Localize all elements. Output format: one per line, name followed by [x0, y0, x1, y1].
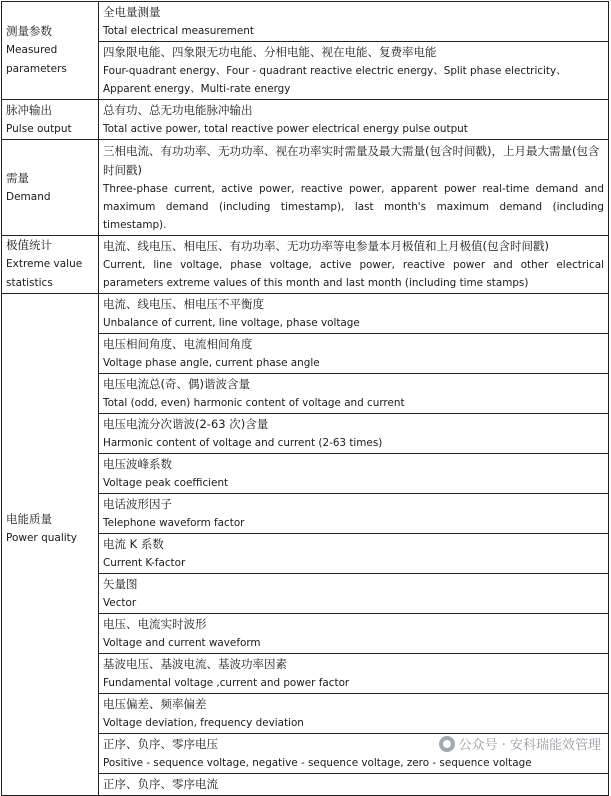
item-en: Positive - sequence voltage, negative - sequence voltage, zero - sequence voltage — [103, 757, 532, 769]
item-cell — [99, 2, 609, 42]
category-label-en: Measured parameters — [6, 44, 67, 75]
item-cn: 矢量图 — [103, 577, 138, 591]
item-en: Unbalance of current, line voltage, phase voltage — [103, 317, 360, 329]
item-en: Vector — [103, 597, 137, 609]
item-cell — [99, 334, 609, 374]
item-cn: 三相电流、有功功率、无功功率、视在功率实时需量及最大需量(包含时间戳)，上月最大需量(包含时间戳) — [103, 143, 600, 177]
item-cn: 电压电流总(奇、偶)谐波含量 — [103, 377, 250, 391]
category-label-cn: 极值统计 — [6, 238, 52, 252]
item-cell — [99, 534, 609, 574]
item-cn: 电压波峰系数 — [103, 457, 172, 471]
item-cell — [99, 694, 609, 734]
category-cell — [2, 100, 99, 140]
item-en: Voltage peak coefficient — [103, 477, 229, 489]
item-cell — [99, 494, 609, 534]
table-row — [2, 236, 609, 294]
item-cn: 总有功、总无功电能脉冲输出 — [103, 103, 253, 117]
category-label-en: Pulse output — [6, 122, 72, 135]
category-label-en: Power quality — [6, 532, 78, 544]
category-label-en: Demand — [6, 190, 51, 203]
table-row — [2, 100, 609, 140]
item-cell — [99, 654, 609, 694]
item-en: Voltage deviation, frequency deviation — [103, 717, 304, 729]
item-en: Total active power, total reactive power electrical energy pulse output — [103, 123, 468, 135]
item-cn: 全电量测量 — [103, 5, 161, 19]
item-en: Total (odd, even) harmonic content of voltage and current — [103, 397, 405, 409]
watermark-text: 公众号 · 安科瑞能效管理 — [458, 738, 601, 753]
item-en: Harmonic content of voltage and current (2-63 times) — [103, 437, 383, 449]
item-en: Current K-factor — [103, 557, 186, 569]
item-cell — [99, 454, 609, 494]
category-cell — [2, 236, 99, 294]
category-label-en: Extreme value statistics — [6, 258, 83, 289]
item-cell — [99, 236, 609, 294]
item-cn: 电压偏差、频率偏差 — [103, 697, 207, 711]
item-en: Fundamental voltage ,current and power factor — [103, 677, 350, 689]
item-cell — [99, 294, 609, 334]
item-cn: 电流 K 系数 — [103, 537, 164, 551]
item-cn: 电压、电流实时波形 — [103, 617, 207, 631]
item-cell — [99, 42, 609, 100]
item-cn: 基波电压、基波电流、基波功率因素 — [103, 657, 287, 671]
category-label-cn: 测量参数 — [6, 24, 52, 38]
item-cell — [99, 414, 609, 454]
item-cn: 电压电流分次谐波(2-63 次)含量 — [103, 417, 269, 431]
item-cell — [99, 374, 609, 414]
category-label-cn: 脉冲输出 — [6, 102, 52, 117]
item-cn: 正序、负序、零序电压 — [103, 737, 218, 751]
category-label-cn: 需量 — [6, 170, 29, 185]
item-cn: 电压相间角度、电流相间角度 — [103, 337, 253, 351]
category-label-cn: 电能质量 — [6, 512, 52, 526]
item-cell — [99, 774, 609, 796]
item-en: Current, line voltage, phase voltage, active power, reactive power and other electrical parameters extreme values of this month and last month (including time stamps) — [103, 259, 604, 289]
table-row — [2, 294, 609, 334]
item-en: Voltage and current waveform — [103, 637, 261, 649]
category-cell — [2, 294, 99, 796]
item-cn: 四象限电能、四象限无功电能、分相电能、视在电能、复费率电能 — [103, 45, 437, 59]
item-en: Telephone waveform factor — [103, 517, 245, 529]
table-row — [2, 2, 609, 42]
table-row — [2, 140, 609, 236]
item-cn: 正序、负序、零序电流 — [103, 777, 218, 791]
item-cn: 电流、线电压、相电压、有功功率、无功功率等电参量本月极值和上月极值(包含时间戳) — [103, 239, 549, 253]
item-cell — [99, 100, 609, 140]
item-cell — [99, 614, 609, 654]
item-en: Total electrical measurement — [103, 25, 254, 37]
category-cell — [2, 140, 99, 236]
item-cn: 电话波形因子 — [103, 497, 172, 511]
category-cell — [2, 2, 99, 100]
wechat-icon — [439, 736, 455, 752]
item-cell — [99, 574, 609, 614]
item-en: Three-phase current, active power, reactive power, apparent power real-time demand and maximum demand (including timestamp), last month's maximum demand (including timestamp). — [103, 182, 604, 231]
item-cell — [99, 140, 609, 236]
item-en: Four-quadrant energy、Four - quadrant reactive electric energy、Split phase electricity、Apparent energy、Multi-rate energy — [103, 65, 567, 95]
parameters-table — [1, 1, 609, 796]
watermark — [439, 734, 601, 753]
item-en: Voltage phase angle, current phase angle — [103, 357, 320, 369]
item-cn: 电流、线电压、相电压不平衡度 — [103, 297, 264, 311]
